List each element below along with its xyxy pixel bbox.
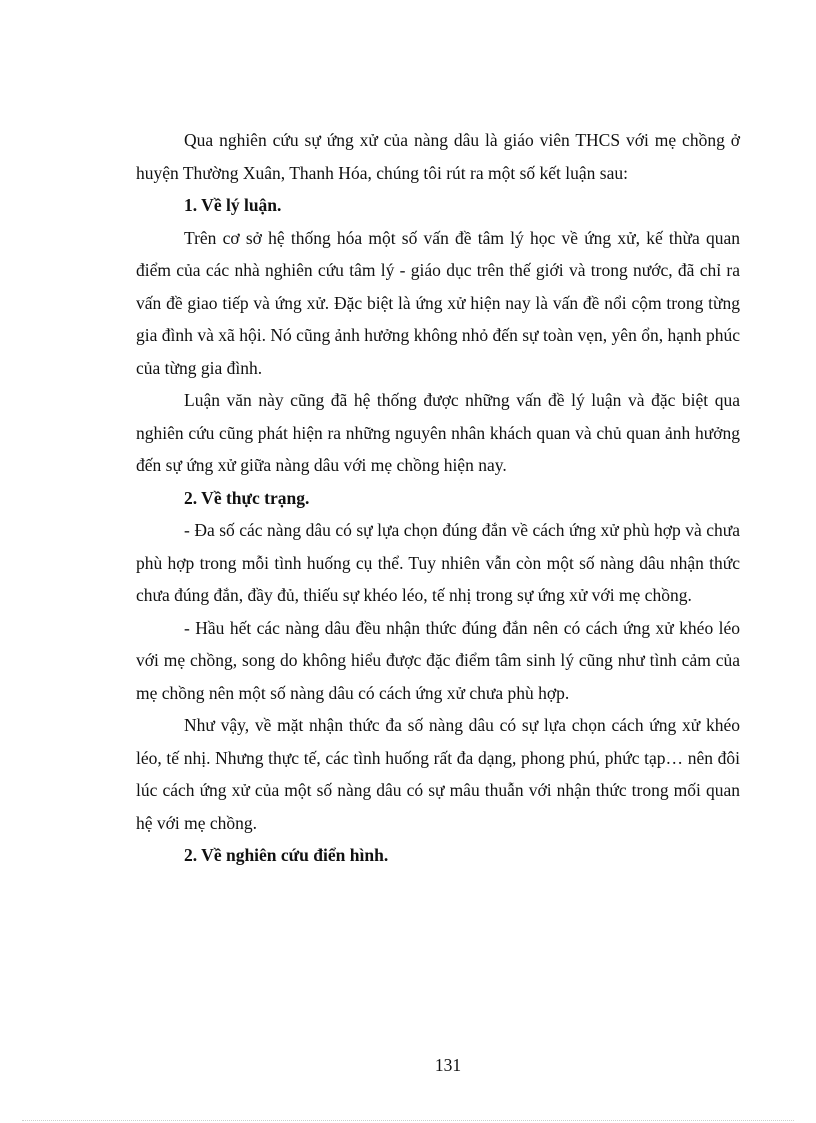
body-paragraph: Luận văn này cũng đã hệ thống được những vấn đề lý luận và đặc biệt qua nghiên cứu cũng phát hiện ra những nguyên nhân khách quan và chủ quan ảnh hưởng đến sự ứng xử giữa nàng dâu với mẹ chồng hiện nay. [136, 390, 740, 475]
page-bottom-divider [22, 1120, 794, 1121]
body-paragraph: - Hầu hết các nàng dâu đều nhận thức đúng đắn nên có cách ứng xử khéo léo với mẹ chồng, song do không hiểu được đặc điểm tâm sinh lý cũng như tình cảm của mẹ chồng nên một số nàng dâu có cách ứng xử chưa phù hợp. [136, 617, 740, 703]
body-paragraph: - Đa số các nàng dâu có sự lựa chọn đúng đắn về cách ứng xử phù hợp và chưa phù hợp trong mỗi tình huống cụ thể. Tuy nhiên vẫn còn một số nàng dâu nhận thức chưa đúng đắn, đầy đủ, thiếu sự khéo léo, tế nhị trong sự ứng xử với mẹ chồng. [136, 520, 740, 605]
page-number: 131 [434, 1055, 462, 1075]
document-body [136, 124, 740, 872]
section-heading-theory: 1. Về lý luận. [184, 195, 282, 215]
intro-paragraph: Qua nghiên cứu sự ứng xử của nàng dâu là giáo viên THCS với mẹ chồng ở huyện Thường Xuân, Thanh Hóa, chúng tôi rút ra một số kết luận sau: [136, 130, 740, 183]
section-heading-reality: 2. Về thực trạng. [184, 487, 310, 508]
body-paragraph: Như vậy, về mặt nhận thức đa số nàng dâu có sự lựa chọn cách ứng xử khéo léo, tế nhị. Nhưng thực tế, các tình huống rất đa dạng, phong phú, phức tạp… nên đôi lúc cách ứng xử của một số nàng dâu có sự mâu thuẫn với nhận thức trong mối quan hệ với mẹ chồng. [136, 715, 740, 833]
body-paragraph: Trên cơ sở hệ thống hóa một số vấn đề tâm lý học về ứng xử, kế thừa quan điểm của các nhà nghiên cứu tâm lý - giáo dục trên thế giới và trong nước, đã chỉ ra vấn đề giao tiếp và ứng xử. Đặc biệt là ứng xử hiện nay là vấn đề nổi cộm trong từng gia đình và xã hội. Nó cũng ảnh hưởng không nhỏ đến sự toàn vẹn, yên ổn, hạnh phúc của từng gia đình. [136, 227, 740, 378]
section-heading-case-study: 2. Về nghiên cứu điển hình. [184, 845, 389, 865]
page-number-container [0, 1055, 816, 1076]
